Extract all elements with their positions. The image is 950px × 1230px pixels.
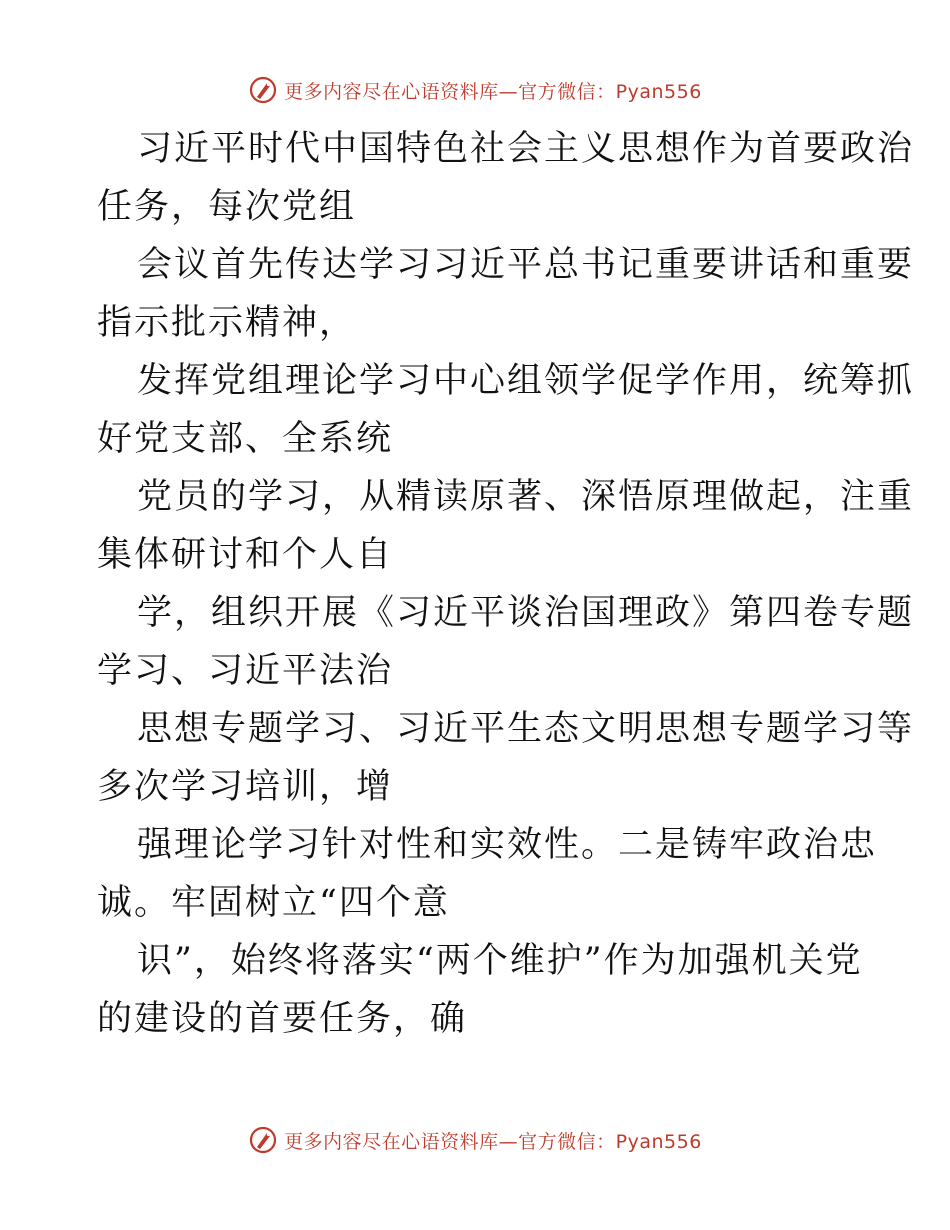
paragraph xyxy=(97,932,863,1048)
header-banner-text: 更多内容尽在心语资料库—官方微信：Pyan556 xyxy=(284,80,702,103)
paragraph-line: 集体研讨和个人自 xyxy=(97,535,394,575)
paragraph-line: 好党支部、全系统 xyxy=(97,419,394,459)
paragraph xyxy=(97,352,915,468)
paragraph-line: 会议首先传达学习习近平总书记重要讲话和重要 xyxy=(137,245,915,285)
paragraph-line: 学，组织开展《习近平谈治国理政》第四卷专题 xyxy=(137,593,915,633)
pen-nib-logo-icon xyxy=(248,1125,278,1155)
paragraph-line: 的建设的首要任务，确 xyxy=(97,999,468,1039)
paragraph xyxy=(97,816,878,932)
paragraph xyxy=(97,700,915,816)
paragraph xyxy=(97,236,915,352)
paragraph-line: 任务，每次党组 xyxy=(97,187,357,227)
footer-banner xyxy=(0,1120,950,1160)
paragraph xyxy=(97,584,915,700)
paragraph xyxy=(97,120,915,236)
document-body xyxy=(97,120,915,1048)
paragraph-line: 多次学习培训，增 xyxy=(97,767,394,807)
header-banner xyxy=(0,70,950,110)
paragraph-line: 诚。牢固树立“四个意 xyxy=(97,883,450,923)
paragraph-line: 思想专题学习、习近平生态文明思想专题学习等 xyxy=(137,709,915,749)
pen-nib-logo-icon xyxy=(248,75,278,105)
footer-banner-text: 更多内容尽在心语资料库—官方微信：Pyan556 xyxy=(284,1130,702,1153)
paragraph xyxy=(97,468,915,584)
paragraph-line: 识”，始终将落实“两个维护”作为加强机关党 xyxy=(137,941,863,981)
paragraph-line: 党员的学习，从精读原著、深悟原理做起，注重 xyxy=(137,477,915,517)
paragraph-line: 指示批示精神， xyxy=(97,303,357,343)
paragraph-line: 习近平时代中国特色社会主义思想作为首要政治 xyxy=(137,129,915,169)
paragraph-line: 强理论学习针对性和实效性。二是铸牢政治忠 xyxy=(137,825,878,865)
paragraph-line: 学习、习近平法治 xyxy=(97,651,394,691)
paragraph-line: 发挥党组理论学习中心组领学促学作用，统筹抓 xyxy=(137,361,915,401)
